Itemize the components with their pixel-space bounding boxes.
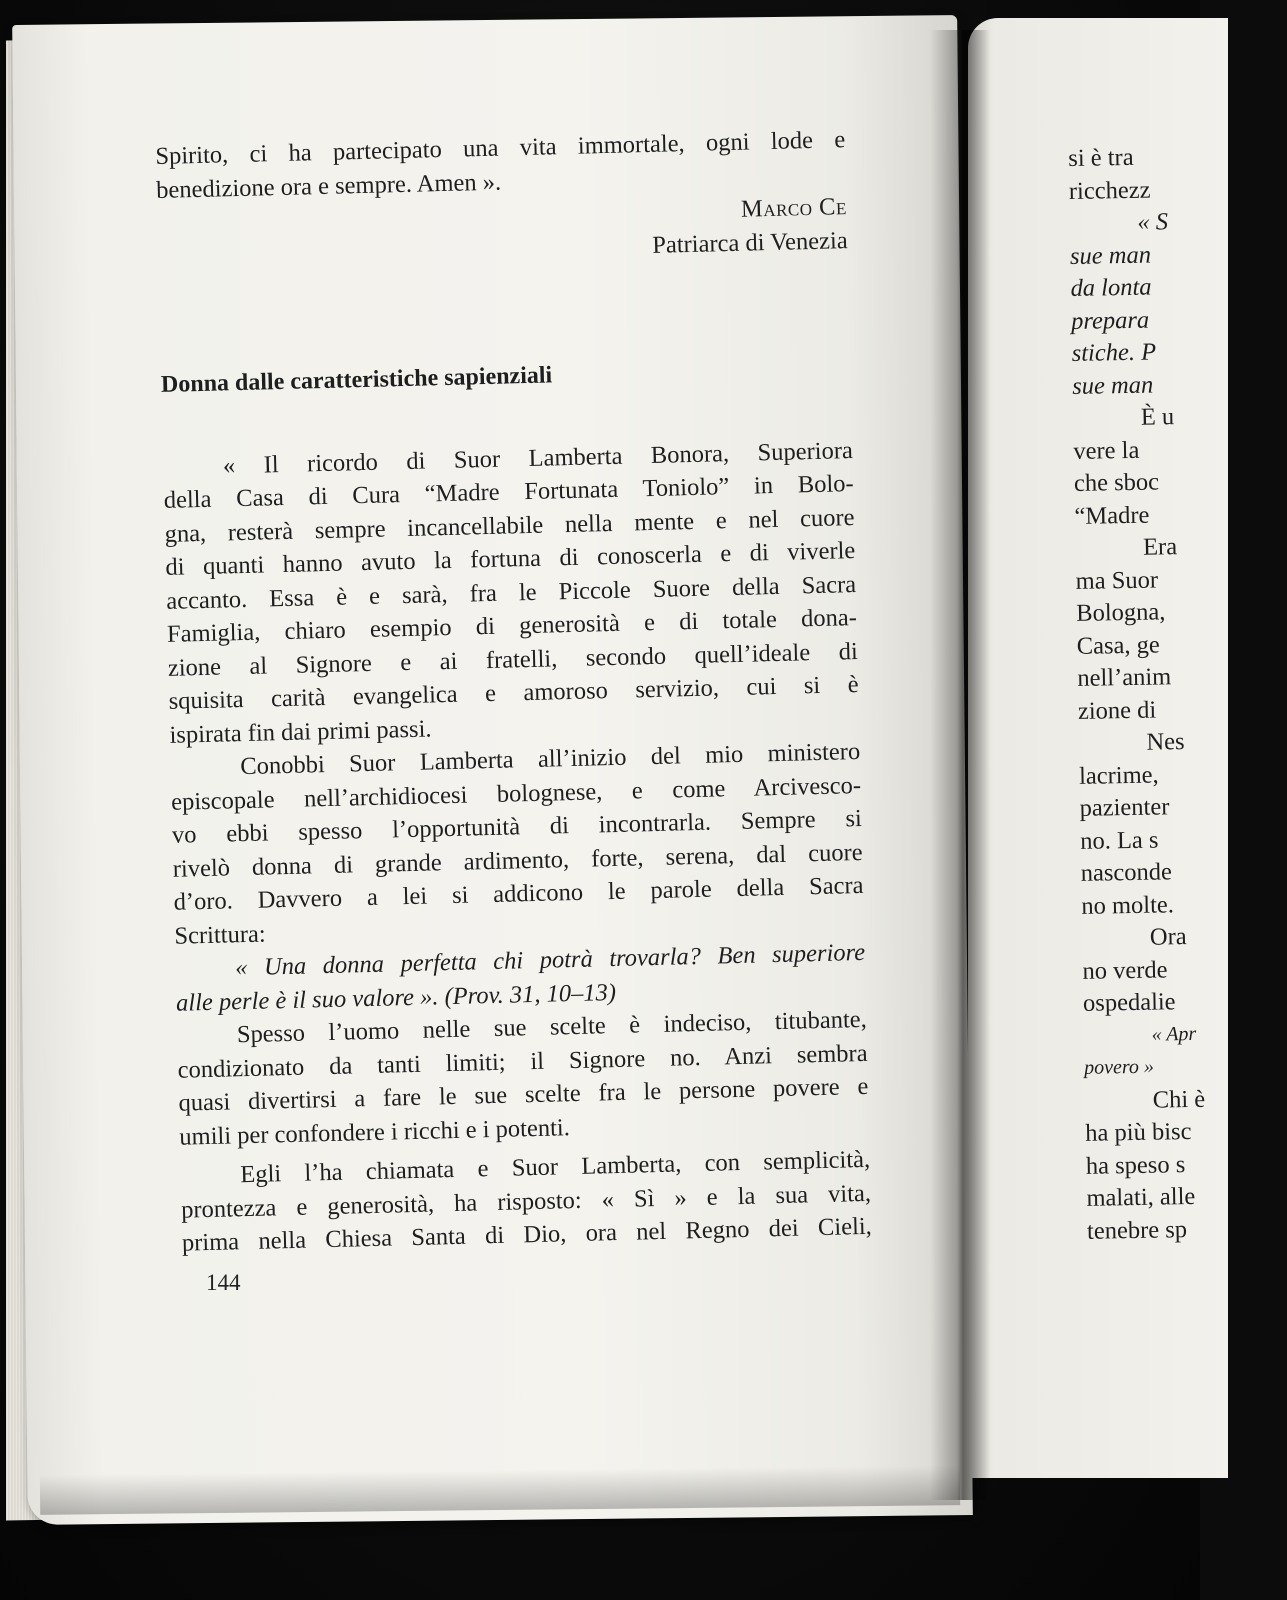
right-page-line: sue man — [1072, 371, 1154, 400]
right-page-line: ma Suor — [1075, 565, 1159, 595]
section-heading: Donna dalle caratteristiche sapienziali — [160, 362, 553, 398]
paragraph-4 — [180, 1143, 872, 1260]
right-page-line: nasconde — [1080, 858, 1173, 887]
right-page-line: « S — [1137, 208, 1169, 236]
right-page-line: no verde — [1082, 955, 1168, 985]
right-page-line: ha più bisc — [1085, 1117, 1192, 1147]
book-gutter-shadow — [930, 30, 990, 1500]
right-page-line: ricchezz — [1068, 176, 1151, 205]
right-page-line: malati, alle — [1086, 1182, 1196, 1212]
text-line: vo ebbi spesso l’opportunità di incontrarla. Sempre si — [171, 804, 863, 849]
right-page-line: sue man — [1069, 241, 1152, 270]
page-number: 144 — [206, 1270, 241, 1295]
right-page-line: si è tra — [1068, 143, 1134, 172]
text-line: condizionato da tanti limiti; il Signore no. Anzi sembra — [177, 1039, 868, 1084]
right-page-line: « Apr — [1151, 1022, 1197, 1046]
text-line: prima nella Chiesa Santa di Dio, ora nel Regno dei Cieli, — [181, 1212, 873, 1257]
right-page-line: tenebre sp — [1086, 1215, 1188, 1245]
right-page-line: Era — [1142, 533, 1178, 561]
right-page-line: zione di — [1077, 696, 1157, 725]
text-line: ispirata fin dai primi passi. — [169, 714, 432, 749]
paragraph-1 — [163, 434, 860, 752]
text-line: Egli l’ha chiamata e Suor Lamberta, con semplicità, — [239, 1145, 871, 1189]
text-line: prontezza e generosità, ha risposto: « Sì » e la sua vita, — [180, 1179, 872, 1224]
paragraph-3 — [177, 1003, 870, 1154]
text-line: Scrittura: — [174, 920, 266, 950]
text-line: rivelò donna di grande ardimento, forte, serena, dal cuore — [172, 838, 863, 883]
quote-line: alle perle è il suo valore ». (Prov. 31, 10–13) — [175, 978, 617, 1017]
right-page-line: vere la — [1073, 436, 1140, 465]
right-page-line: povero » — [1083, 1055, 1155, 1079]
right-page-line: da lonta — [1070, 273, 1152, 302]
text-line: accanto. Essa è e sarà, fra le Piccole Suore della Sacra — [165, 570, 857, 615]
right-page-line: Ora — [1149, 923, 1187, 951]
text-line: episcopale nell’archidiocesi bolognese, e come Arcivesco- — [170, 771, 862, 816]
text-line: Famiglia, chiaro esempio di generosità e di totale dona- — [166, 603, 858, 648]
right-page-line: no. La s — [1079, 826, 1159, 855]
right-page-line: nell’anim — [1077, 663, 1172, 692]
text-line: Spesso l’uomo nelle sue scelte è indeciso, titubante, — [236, 1005, 868, 1049]
right-page-line: che sboc — [1073, 468, 1160, 497]
right-page-line: Casa, ge — [1076, 630, 1161, 660]
text-line: d’oro. Davvero a lei si addicono le parole della Sacra — [173, 871, 864, 916]
right-page-line: prepara — [1070, 306, 1150, 335]
text-line: della Casa di Cura “Madre Fortunata Toniolo” in Bolo- — [163, 470, 854, 514]
text-line: benedizione ora e sempre. Amen ». — [155, 168, 502, 204]
right-page-line: ha speso s — [1085, 1150, 1186, 1180]
text-line: Spirito, ci ha partecipato una vita immortale, ogni lode e — [155, 126, 846, 170]
signature-name: Marco Ce — [740, 193, 848, 223]
left-page-text — [155, 123, 872, 1260]
right-page-line: Nes — [1146, 728, 1185, 756]
right-page-line: “Madre — [1074, 501, 1150, 530]
right-page-line: È u — [1140, 403, 1175, 431]
text-line: gna, resterà sempre incancellabile nella mente e nel cuore — [164, 503, 855, 548]
paragraph-2 — [170, 735, 865, 953]
text-line: « Il ricordo di Suor Lamberta Bonora, Superiora — [222, 436, 854, 479]
text-line: di quanti hanno avuto la fortuna di conoscerla e di viverle — [165, 537, 856, 581]
text-line: quasi divertirsi a fare le sue scelte fra le persone povere e — [178, 1072, 869, 1117]
right-page-line: lacrime, — [1078, 761, 1159, 790]
right-page-line: ospedalie — [1082, 988, 1176, 1017]
right-page-line: Chi è — [1152, 1085, 1206, 1114]
right-page-line: pazienter — [1079, 793, 1170, 822]
text-line: squisita carità evangelica e amoroso servizio, cui si è — [168, 670, 859, 715]
right-page-line: stiche. P — [1071, 338, 1157, 367]
signature-title: Patriarca di Venezia — [651, 226, 848, 259]
text-line: Conobbi Suor Lamberta all’inizio del mio ministero — [240, 737, 861, 781]
text-line: umili per confondere i ricchi e i potenti. — [179, 1113, 571, 1151]
right-page-line: Bologna, — [1075, 598, 1166, 627]
right-page-text — [1068, 139, 1287, 1247]
text-line: zione al Signore e ai fratelli, secondo quell’ideale di — [167, 637, 859, 682]
quote-line: « Una donna perfetta chi potrà trovarla? Ben superiore — [234, 938, 866, 982]
right-page-line: no molte. — [1081, 890, 1175, 920]
